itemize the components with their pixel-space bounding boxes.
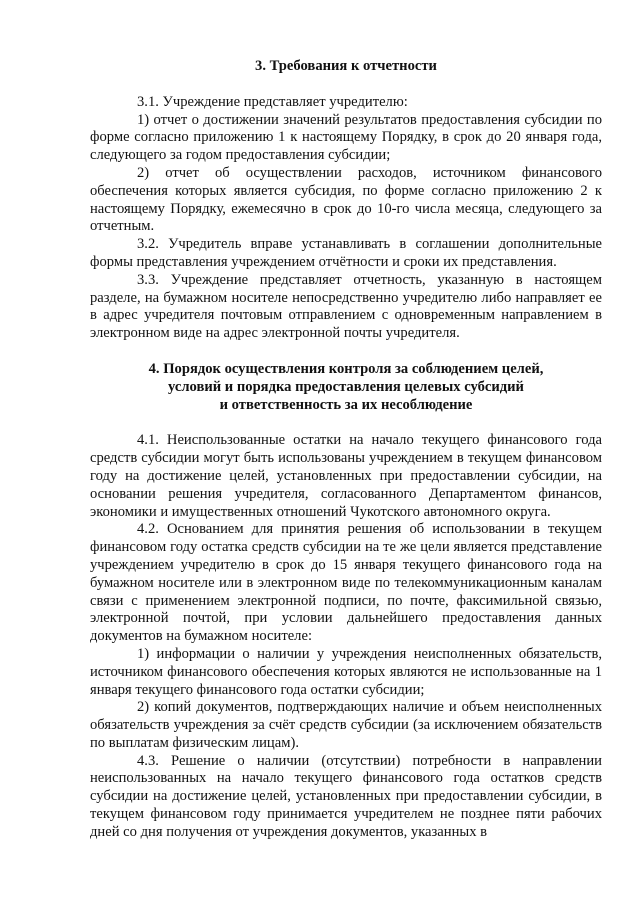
paragraph-3-1-item-2: 2) отчет об осуществлении расходов, источником финансового обеспечения которых является субсидия, по форме согласно приложению 2 к настоящему Порядку, ежемесячно в срок до 10-го числа месяца, следующего за отчетным. [90,164,602,235]
section-4-title [90,361,602,414]
document-body [90,58,602,842]
paragraph-3-2: 3.2. Учредитель вправе устанавливать в соглашении дополнительные формы представления учреждением отчётности и сроки их представления. [90,236,602,270]
section-4-title-line-1: 4. Порядок осуществления контроля за соблюдением целей, [148,360,544,377]
section-3-title: 3. Требования к отчетности [255,58,437,74]
paragraph-4-1: 4.1. Неиспользованные остатки на начало текущего финансового года средств субсидии могут быть использованы учреждением в текущем финансовом году на достижение целей, установленных при предоставлении субсидии, на основании решения учредителя, согласованного Департаментом финансов, экономики и имущественных отношений Чукотского автономного округа. [90,432,602,520]
section-4-title-line-2: условий и порядка предоставления целевых субсидий [168,378,524,395]
section-4-title-line-3: и ответственность за их несоблюдение [219,396,473,413]
paragraph-3-1-item-1: 1) отчет о достижении значений результатов предоставления субсидии по форме согласно приложению 1 к настоящему Порядку, в срок до 20 января года, следующего за годом предоставления субсидии; [90,111,602,164]
paragraph-4-2-item-2: 2) копий документов, подтверждающих наличие и объем неисполненных обязательств учреждения за счёт средств субсидии (за исключением обязательств по выплатам физическим лицам). [90,699,602,751]
paragraph-3-1: 3.1. Учреждение представляет учредителю: [137,93,408,110]
paragraph-4-3: 4.3. Решение о наличии (отсутствии) потребности в направлении неиспользованных на начало текущего финансового года остатков средств субсидии на достижение целей, установленных при предоставлении субсидии, в текущем финансовом году принимается учредителем не позднее пяти рабочих дней со дня получения от учреждения документов, указанных в [90,752,602,840]
paragraph-4-2: 4.2. Основанием для принятия решения об использовании в текущем финансовом году остатка средств субсидии на те же цели является представление учреждением учредителю в срок до 15 января текущего финансового года на бумажном носителе или в электронном виде по телекоммуникационным каналам связи с применением электронной подписи, по почте, факсимильной связью, электронной почтой, при условии дальнейшего предоставления данных документов на бумажном носителе: [90,521,602,645]
paragraph-3-3: 3.3. Учреждение представляет отчетность, указанную в настоящем разделе, на бумажном носителе непосредственно учредителю либо направляет ее в адрес учредителя почтовым отправлением с одновременным направлением в электронном виде на адрес электронной почты учредителя. [90,271,602,342]
paragraph-4-2-item-1: 1) информации о наличии у учреждения неисполненных обязательств, источником финансового обеспечения которых являются не использованные на 1 января текущего финансового года остатки субсидии; [90,645,602,698]
